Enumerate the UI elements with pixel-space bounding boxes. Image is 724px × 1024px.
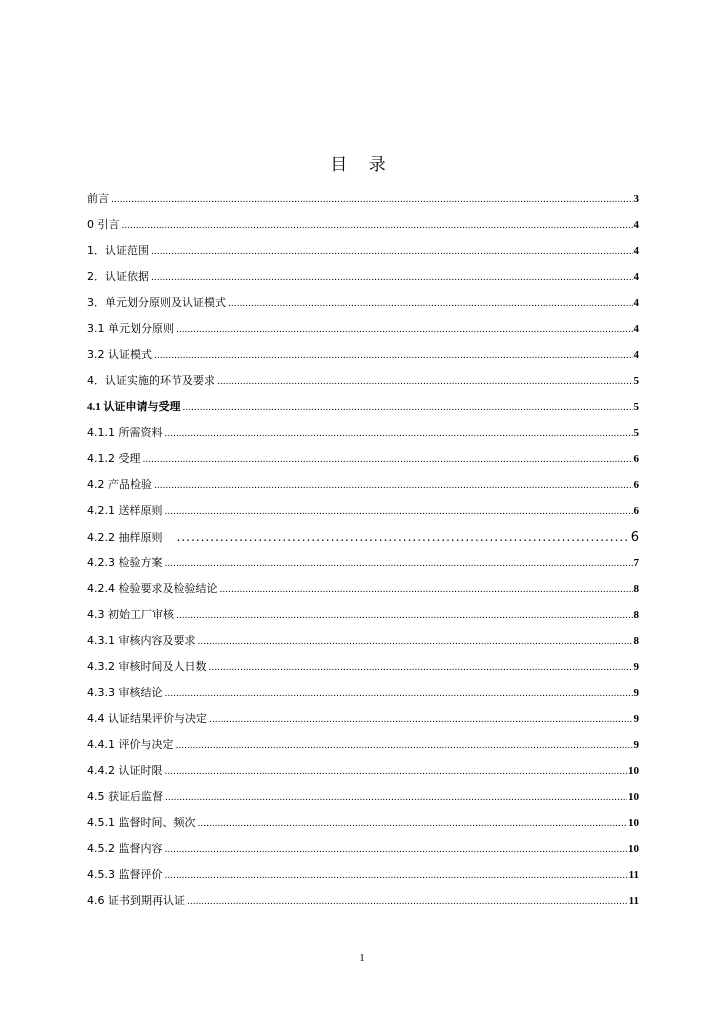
toc-entry[interactable] (87, 472, 639, 498)
toc-entry-page: 5 (633, 401, 639, 413)
toc-leader-dots (198, 811, 628, 837)
toc-entry-label: 4.3.2 审核时间及人日数 (87, 660, 207, 673)
toc-entry-label: 4.1.1 所需资料 (87, 426, 163, 439)
toc-entry[interactable] (87, 498, 639, 524)
toc-leader-dots (165, 499, 633, 525)
toc-entry-label: 4.2.3 检验方案 (87, 556, 163, 569)
toc-entry-label: 3．单元划分原则及认证模式 (87, 296, 226, 309)
toc-list (87, 186, 639, 914)
toc-entry-label: 4.2 产品检验 (87, 478, 152, 491)
toc-entry[interactable] (87, 706, 639, 732)
toc-entry-page: 8 (633, 583, 639, 595)
toc-leader-dots (151, 239, 633, 265)
toc-entry[interactable] (87, 524, 639, 550)
toc-entry-page: 8 (633, 609, 639, 621)
toc-leader-dots (217, 369, 633, 395)
toc-entry-label: 3.2 认证模式 (87, 348, 152, 361)
toc-entry-page: 10 (628, 791, 639, 803)
toc-entry-page: 8 (633, 635, 639, 647)
toc-entry-label: 4.2.4 检验要求及检验结论 (87, 582, 218, 595)
toc-leader-dots (177, 524, 630, 550)
toc-entry[interactable] (87, 836, 639, 862)
toc-leader-dots (187, 889, 628, 915)
toc-entry-page: 6 (633, 479, 639, 491)
toc-entry-label: 4.5.2 监督内容 (87, 842, 163, 855)
toc-entry-label: 4.2.2 抽样原则 (87, 531, 163, 544)
toc-leader-dots (209, 707, 633, 733)
toc-entry-label: 2．认证依据 (87, 270, 149, 283)
toc-entry[interactable] (87, 602, 639, 628)
toc-entry-page: 11 (628, 869, 639, 881)
toc-leader-dots (154, 473, 633, 499)
toc-entry-label: 4.2.1 送样原则 (87, 504, 163, 517)
toc-entry-page: 4 (633, 323, 639, 335)
toc-entry-page: 4 (633, 271, 639, 283)
toc-leader-dots (122, 213, 633, 239)
toc-entry[interactable] (87, 576, 639, 602)
toc-entry[interactable] (87, 550, 639, 576)
toc-entry[interactable] (87, 732, 639, 758)
toc-entry-page: 10 (628, 765, 639, 777)
toc-entry-label: 4.3 初始工厂审核 (87, 608, 174, 621)
toc-entry-label: 前言 (87, 192, 109, 205)
toc-entry-page: 6 (633, 453, 639, 465)
toc-entry[interactable] (87, 394, 639, 420)
toc-entry-label: 4.1.2 受理 (87, 452, 141, 465)
toc-entry[interactable] (87, 810, 639, 836)
toc-leader-dots (209, 655, 633, 681)
toc-entry-page: 7 (633, 557, 639, 569)
toc-entry[interactable] (87, 212, 639, 238)
toc-leader-dots (176, 733, 633, 759)
toc-entry-page: 6 (633, 505, 639, 517)
toc-entry[interactable] (87, 316, 639, 342)
toc-entry[interactable] (87, 784, 639, 810)
toc-entry-page: 9 (633, 713, 639, 725)
toc-entry[interactable] (87, 758, 639, 784)
toc-entry-page: 10 (628, 817, 639, 829)
toc-leader-dots (165, 785, 627, 811)
toc-entry-label: 4.4.2 认证时限 (87, 764, 163, 777)
toc-entry-label: 4.5.1 监督时间、频次 (87, 816, 196, 829)
toc-entry-page: 3 (633, 193, 639, 205)
toc-leader-dots (165, 837, 628, 863)
toc-entry-label: 4.4 认证结果评价与决定 (87, 712, 207, 725)
toc-entry[interactable] (87, 680, 639, 706)
toc-leader-dots (198, 629, 633, 655)
toc-entry[interactable] (87, 238, 639, 264)
toc-entry-page: 6 (630, 530, 639, 545)
toc-entry[interactable] (87, 342, 639, 368)
toc-entry[interactable] (87, 368, 639, 394)
toc-entry-page: 4 (633, 245, 639, 257)
toc-entry-page: 4 (633, 219, 639, 231)
toc-leader-dots (176, 603, 633, 629)
toc-entry-label: 4.5 获证后监督 (87, 790, 163, 803)
toc-entry[interactable] (87, 888, 639, 914)
toc-leader-dots (183, 395, 633, 421)
toc-entry-page: 11 (628, 895, 639, 907)
toc-entry-label: 4.5.3 监督评价 (87, 868, 163, 881)
toc-entry-page: 5 (633, 375, 639, 387)
toc-entry-label: 4.3.1 审核内容及要求 (87, 634, 196, 647)
toc-leader-dots (165, 551, 633, 577)
toc-entry-page: 10 (628, 843, 639, 855)
toc-entry-label: 4.4.1 评价与决定 (87, 738, 174, 751)
toc-entry-label: 3.1 单元划分原则 (87, 322, 174, 335)
toc-entry[interactable] (87, 862, 639, 888)
toc-entry-page: 4 (633, 349, 639, 361)
page-number: 1 (359, 952, 365, 964)
toc-entry[interactable] (87, 446, 639, 472)
toc-entry[interactable] (87, 628, 639, 654)
toc-entry[interactable] (87, 264, 639, 290)
toc-entry-label: 4.6 证书到期再认证 (87, 894, 185, 907)
toc-leader-dots (154, 343, 633, 369)
toc-title: 目 录 (330, 155, 394, 175)
toc-leader-dots (165, 863, 628, 889)
toc-leader-dots (220, 577, 633, 603)
toc-entry-page: 9 (633, 739, 639, 751)
toc-leader-dots (165, 759, 628, 785)
toc-leader-dots (176, 317, 633, 343)
toc-leader-dots (165, 681, 633, 707)
toc-entry[interactable] (87, 654, 639, 680)
toc-entry[interactable] (87, 290, 639, 316)
toc-entry-page: 9 (633, 687, 639, 699)
toc-entry-label: 4．认证实施的环节及要求 (87, 374, 215, 387)
toc-entry[interactable] (87, 420, 639, 446)
toc-entry-label: 4.1 认证申请与受理 (87, 401, 181, 413)
toc-leader-dots (228, 291, 633, 317)
toc-entry-label: 0 引言 (87, 218, 120, 231)
toc-entry-page: 4 (633, 297, 639, 309)
toc-leader-dots (111, 187, 633, 213)
toc-leader-dots (151, 265, 633, 291)
toc-entry-page: 9 (633, 661, 639, 673)
toc-entry-label: 4.3.3 审核结论 (87, 686, 163, 699)
toc-leader-dots (143, 447, 633, 473)
toc-entry-page: 5 (633, 427, 639, 439)
toc-leader-dots (165, 421, 633, 447)
toc-entry-label: 1．认证范围 (87, 244, 149, 257)
toc-entry[interactable] (87, 186, 639, 212)
